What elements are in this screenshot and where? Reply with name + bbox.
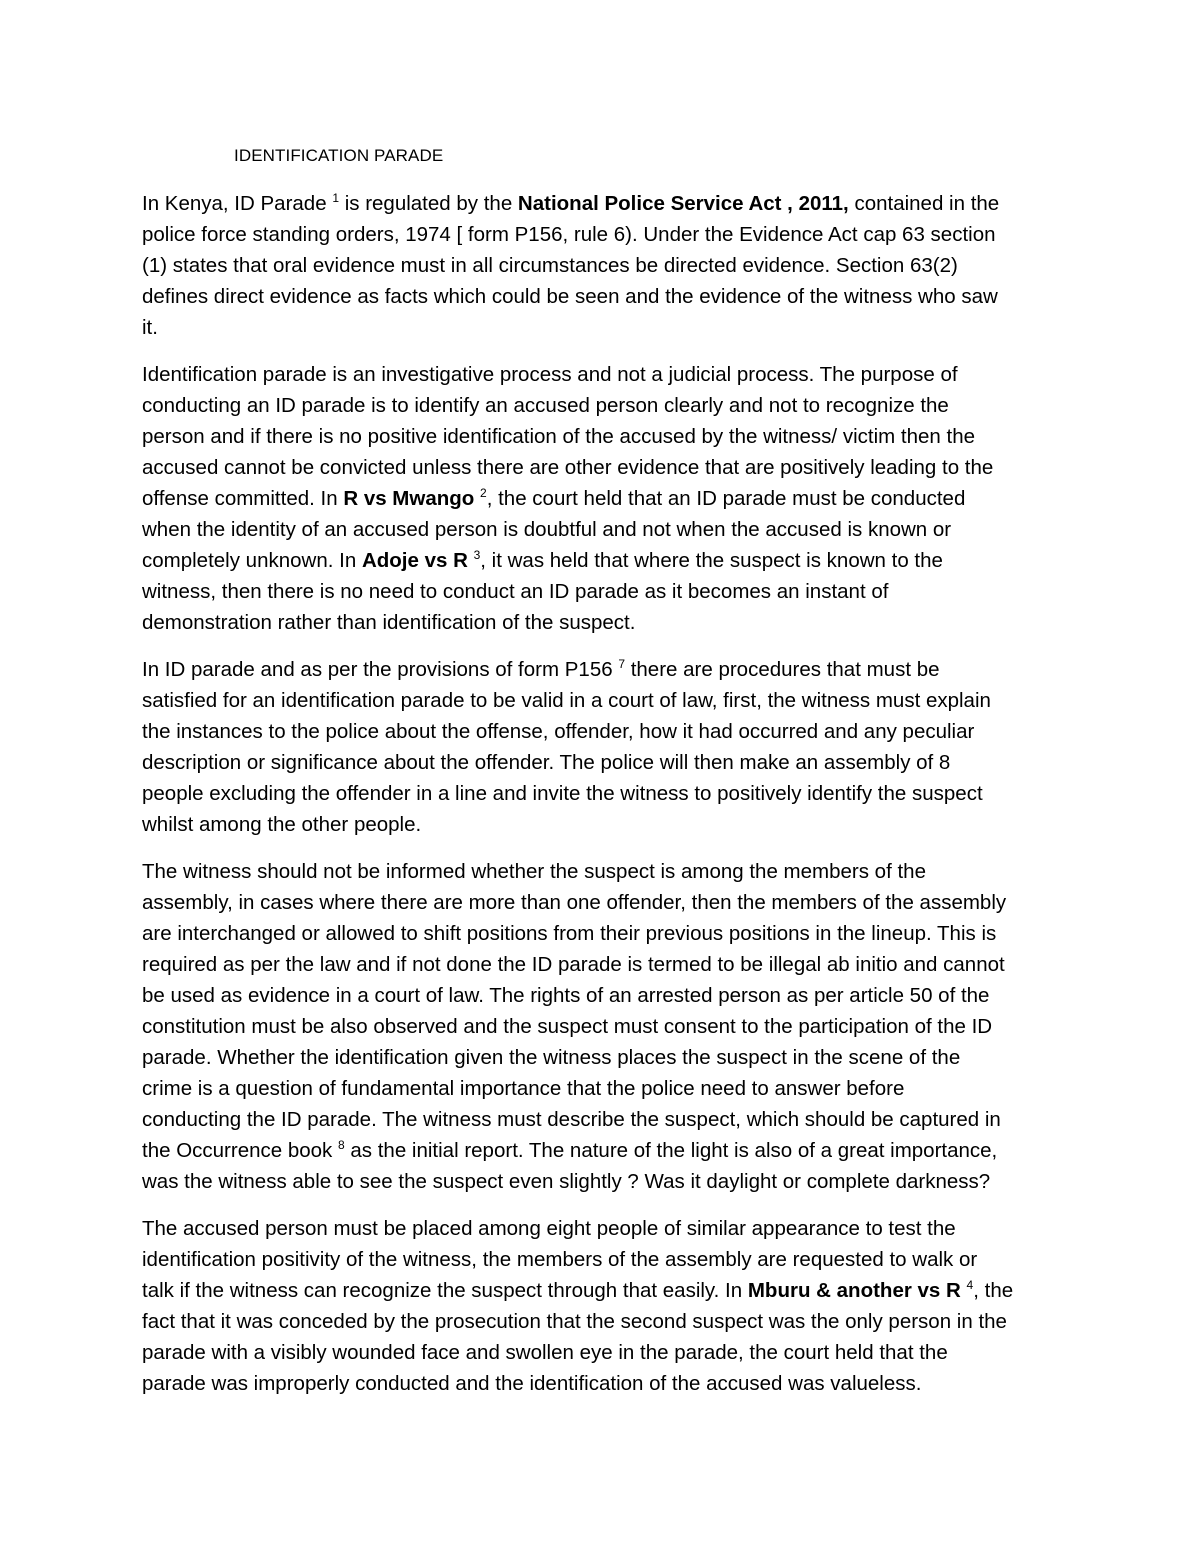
text-line xyxy=(142,1104,1062,1135)
text-line xyxy=(142,716,1062,747)
text-line xyxy=(142,421,1062,452)
text-run: required as per the law and if not done the ID parade is termed to be illegal ab initio and cannot xyxy=(142,953,1005,976)
text-run: Identification parade is an investigative process and not a judicial process. The purpose of xyxy=(142,363,958,386)
text-line xyxy=(142,1275,1062,1306)
text-line xyxy=(142,887,1062,918)
text-line xyxy=(142,1337,1062,1368)
text-line xyxy=(142,1042,1062,1073)
text-line xyxy=(142,1244,1062,1275)
text-line xyxy=(142,685,1062,716)
footnote-ref: 1 xyxy=(332,191,339,205)
document-title: IDENTIFICATION PARADE xyxy=(234,146,444,165)
footnote-ref: 4 xyxy=(966,1278,974,1292)
text-run: completely unknown. In xyxy=(142,549,362,572)
paragraph xyxy=(142,856,1062,1197)
text-line xyxy=(142,188,1062,219)
text-run: accused cannot be convicted unless there are other evidence that are positively leading to the xyxy=(142,456,994,479)
footnote-ref: 3 xyxy=(473,548,481,562)
text-run: was the witness able to see the suspect even slightly ? Was it daylight or complete darkness? xyxy=(142,1170,991,1193)
text-run: The witness should not be informed whether the suspect is among the members of the xyxy=(142,860,926,883)
text-run: constitution must be also observed and the suspect must consent to the participation of the ID xyxy=(142,1015,993,1038)
text-line xyxy=(142,949,1062,980)
text-line xyxy=(142,1135,1062,1166)
text-run: is regulated by the xyxy=(339,192,518,215)
text-line xyxy=(142,980,1062,1011)
text-line xyxy=(142,576,1062,607)
text-line xyxy=(142,452,1062,483)
text-line xyxy=(142,219,1062,250)
text-line xyxy=(142,1368,1062,1399)
bold-citation: R vs Mwango xyxy=(343,487,475,510)
text-line xyxy=(142,483,1062,514)
text-run: The accused person must be placed among eight people of similar appearance to test the xyxy=(142,1217,956,1240)
text-run: when the identity of an accused person is doubtful and not when the accused is known or xyxy=(142,518,952,541)
paragraph xyxy=(142,1213,1062,1399)
text-run: parade with a visibly wounded face and swollen eye in the parade, the court held that the xyxy=(142,1341,948,1364)
text-run: people excluding the offender in a line and invite the witness to positively identify the suspect xyxy=(142,782,983,805)
text-run: fact that it was conceded by the prosecution that the second suspect was the only person in the xyxy=(142,1310,1007,1333)
text-line xyxy=(142,1306,1062,1337)
footnote-ref: 8 xyxy=(338,1138,345,1152)
text-run: demonstration rather than identification of the suspect. xyxy=(142,611,636,634)
document-body xyxy=(142,188,1062,1415)
text-run: , it was held that where the suspect is known to the xyxy=(480,549,943,572)
text-run: offense committed. In xyxy=(142,487,344,510)
bold-citation: National Police Service Act , 2011, xyxy=(517,192,849,215)
text-line xyxy=(142,1073,1062,1104)
text-run: police force standing orders, 1974 [ form P156, rule 6). Under the Evidence Act cap 63 section xyxy=(142,223,996,246)
paragraph xyxy=(142,188,1062,343)
text-line xyxy=(142,809,1062,840)
text-line xyxy=(142,359,1062,390)
text-run: there are procedures that must be xyxy=(625,658,940,681)
text-line xyxy=(142,607,1062,638)
text-run: crime is a question of fundamental importance that the police need to answer before xyxy=(142,1077,905,1100)
text-run: whilst among the other people. xyxy=(142,813,422,836)
text-line xyxy=(142,1166,1062,1197)
text-run: witness, then there is no need to conduct an ID parade as it becomes an instant of xyxy=(142,580,889,603)
text-run: are interchanged or allowed to shift positions from their previous positions in the lineup. This is xyxy=(142,922,997,945)
text-run: (1) states that oral evidence must in all circumstances be directed evidence. Section 63(2) xyxy=(142,254,958,277)
text-run: conducting an ID parade is to identify an accused person clearly and not to recognize the xyxy=(142,394,949,417)
text-run: person and if there is no positive identification of the accused by the witness/ victim then the xyxy=(142,425,975,448)
text-line xyxy=(142,747,1062,778)
text-line xyxy=(142,250,1062,281)
text-line xyxy=(142,514,1062,545)
text-run: contained in the xyxy=(848,192,1000,215)
paragraph xyxy=(142,654,1062,840)
text-line xyxy=(142,312,1062,343)
text-run: , the court held that an ID parade must be conducted xyxy=(486,487,966,510)
text-line xyxy=(142,778,1062,809)
text-run: talk if the witness can recognize the suspect through that easily. In xyxy=(142,1279,748,1302)
text-run: identification positivity of the witness, the members of the assembly are requested to walk or xyxy=(142,1248,978,1271)
text-run: parade. Whether the identification given the witness places the suspect in the scene of the xyxy=(142,1046,961,1069)
text-line xyxy=(142,1011,1062,1042)
paragraph xyxy=(142,359,1062,638)
text-line xyxy=(142,390,1062,421)
text-line xyxy=(142,1213,1062,1244)
text-line xyxy=(142,856,1062,887)
text-run: In ID parade and as per the provisions of form P156 xyxy=(142,658,619,681)
bold-citation: Adoje vs R xyxy=(361,549,468,572)
text-line xyxy=(142,918,1062,949)
text-run: conducting the ID parade. The witness must describe the suspect, which should be captured in xyxy=(142,1108,1001,1131)
text-line xyxy=(142,654,1062,685)
text-run: parade was improperly conducted and the identification of the accused was valueless. xyxy=(142,1372,922,1395)
text-run: as the initial report. The nature of the light is also of a great importance, xyxy=(344,1139,998,1162)
text-run: it. xyxy=(142,316,158,339)
footnote-ref: 7 xyxy=(618,657,626,671)
text-run: In Kenya, ID Parade xyxy=(142,192,333,215)
text-run: defines direct evidence as facts which could be seen and the evidence of the witness who saw xyxy=(142,285,998,308)
footnote-ref: 2 xyxy=(480,486,487,500)
text-run: description or significance about the offender. The police will then make an assembly of 8 xyxy=(142,751,951,774)
text-run: , the xyxy=(973,1279,1014,1302)
text-run: assembly, in cases where there are more than one offender, then the members of the assembly xyxy=(142,891,1007,914)
text-run: the instances to the police about the offense, offender, how it had occurred and any peculiar xyxy=(142,720,975,743)
text-run: be used as evidence in a court of law. The rights of an arrested person as per article 50 of the xyxy=(142,984,990,1007)
bold-citation: Mburu & another vs R xyxy=(747,1279,961,1302)
text-line xyxy=(142,545,1062,576)
text-run: satisfied for an identification parade to be valid in a court of law, first, the witness must explain xyxy=(142,689,991,712)
text-line xyxy=(142,281,1062,312)
text-run: the Occurrence book xyxy=(142,1139,338,1162)
